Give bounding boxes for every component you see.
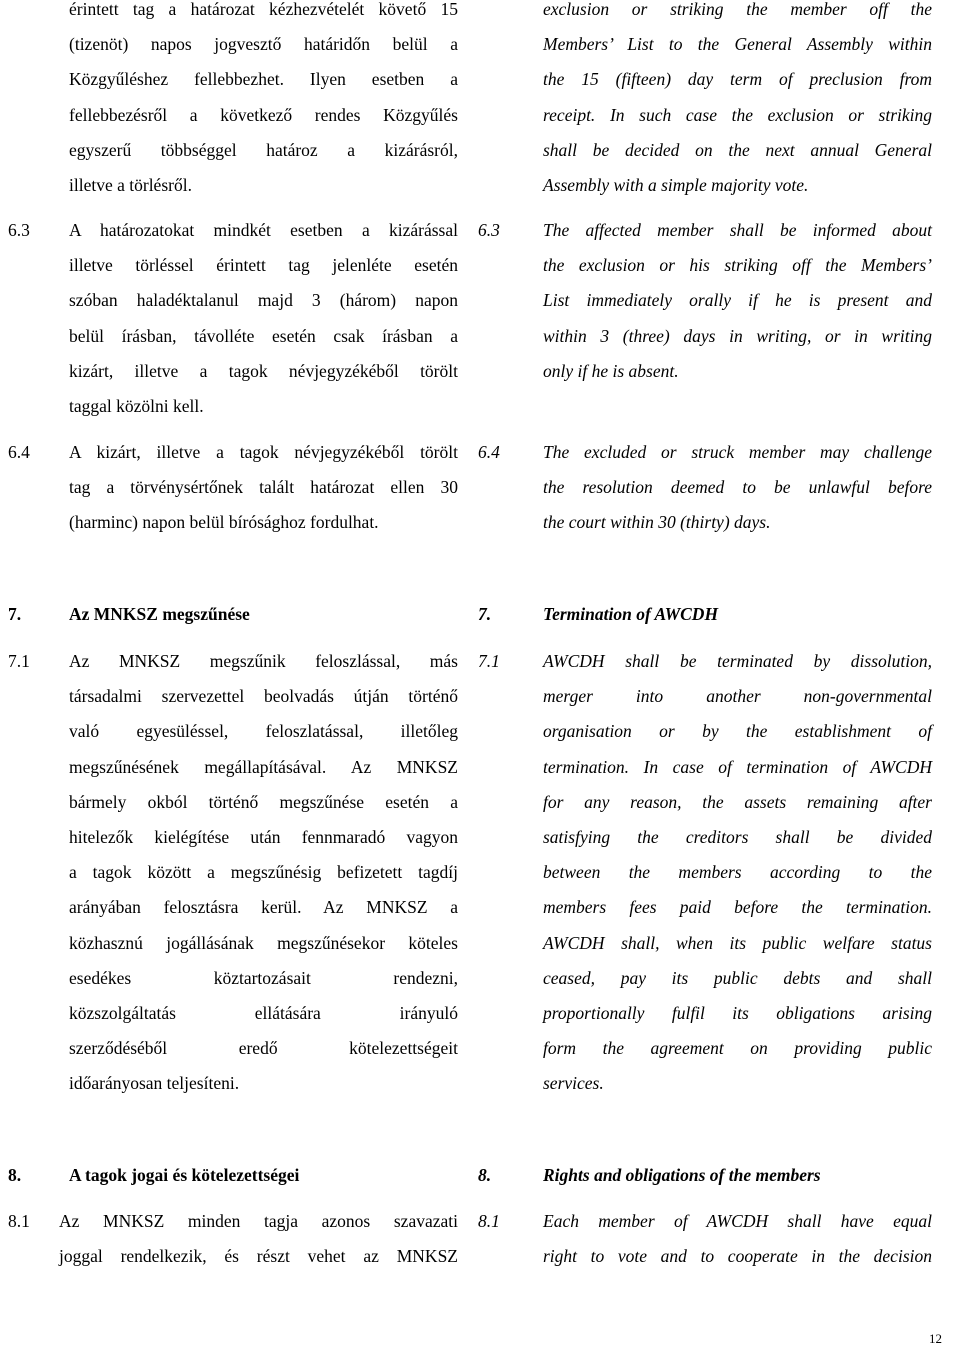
text-line: List immediately orally if he is present and bbox=[543, 290, 932, 311]
section-number-7-1-hu: 7.1 bbox=[8, 651, 30, 671]
text-line: A kizárt, illetve a tagok névjegyzékéből törölt bbox=[69, 442, 458, 462]
section-number-8-1-hu: 8.1 bbox=[8, 1211, 30, 1231]
heading-8-en: Rights and obligations of the members bbox=[543, 1165, 821, 1185]
text-line: illetve a törlésről. bbox=[69, 174, 192, 195]
text-line: satisfying the creditors shall be divided bbox=[543, 826, 932, 847]
section-number-8-1-en: 8.1 bbox=[478, 1211, 500, 1231]
text-line: the resolution deemed to be unlawful before bbox=[543, 477, 932, 498]
text-line: receipt. In such case the exclusion or striking bbox=[543, 104, 932, 125]
text-line: fellebbezésről a következő rendes Közgyűlés bbox=[69, 104, 458, 125]
text-line: Each member of AWCDH shall have equal bbox=[543, 1211, 932, 1231]
heading-number-8-en: 8. bbox=[478, 1165, 492, 1185]
text-line: exclusion or striking the member off the bbox=[543, 0, 932, 19]
text-line: szerződéséből eredő kötelezettségeit bbox=[69, 1038, 458, 1059]
text-line: the court within 30 (thirty) days. bbox=[543, 512, 771, 533]
text-line: bármely okból történő megszűnése esetén a bbox=[69, 791, 458, 812]
text-line: termination. In case of termination of AWCDH bbox=[543, 756, 932, 777]
text-line: arányában felosztásra kerül. Az MNKSZ a bbox=[69, 897, 458, 918]
text-line: megszűnésének megállapításával. Az MNKSZ bbox=[69, 756, 458, 777]
section-number-6-4-hu: 6.4 bbox=[8, 442, 30, 462]
text-line: Az MNKSZ minden tagja azonos szavazati bbox=[59, 1211, 458, 1231]
en-section-7-1 bbox=[543, 644, 932, 1101]
text-line: érintett tag a határozat kézhezvételét követő 15 bbox=[69, 0, 458, 19]
heading-7-hu: Az MNKSZ megszűnése bbox=[69, 604, 250, 624]
text-line: Az MNKSZ megszűnik feloszlással, más bbox=[69, 651, 458, 671]
text-line: hitelezők kielégítése után fennmaradó vagyon bbox=[69, 826, 458, 847]
hu-section-6-3 bbox=[69, 213, 458, 424]
hu-section-7-1 bbox=[69, 644, 458, 1101]
page-number: 12 bbox=[929, 1331, 942, 1346]
heading-number-7-hu: 7. bbox=[8, 604, 22, 624]
text-line: kizárt, illetve a tagok névjegyzékéből törölt bbox=[69, 360, 458, 381]
heading-7-en: Termination of AWCDH bbox=[543, 604, 719, 624]
text-line: The excluded or struck member may challenge bbox=[543, 442, 932, 462]
text-line: between the members according to the bbox=[543, 862, 932, 883]
section-number-7-1-en: 7.1 bbox=[478, 651, 500, 671]
text-line: right to vote and to cooperate in the decision bbox=[543, 1246, 932, 1267]
text-line: shall be decided on the next annual General bbox=[543, 139, 932, 160]
text-line: for any reason, the assets remaining after bbox=[543, 791, 932, 812]
text-line: organisation or by the establishment of bbox=[543, 721, 932, 742]
text-line: only if he is absent. bbox=[543, 360, 679, 381]
text-line: ceased, pay its public debts and shall bbox=[543, 967, 932, 988]
en-section-8-1 bbox=[543, 1204, 932, 1274]
section-number-6-3-en: 6.3 bbox=[478, 220, 500, 240]
text-line: Assembly with a simple majority vote. bbox=[543, 174, 809, 195]
text-line: AWCDH shall, when its public welfare status bbox=[543, 932, 932, 953]
text-line: belül írásban, távolléte esetén csak írásban a bbox=[69, 325, 458, 346]
text-line: the exclusion or his striking off the Members’ bbox=[543, 255, 932, 276]
text-line: szóban haladéktalanul majd 3 (három) napon bbox=[69, 290, 458, 311]
text-line: esedékes köztartozásait rendezni, bbox=[69, 967, 458, 988]
text-line: Members’ List to the General Assembly within bbox=[543, 34, 932, 55]
text-line: való egyesüléssel, feloszlatással, illetőleg bbox=[69, 721, 458, 742]
heading-8-hu: A tagok jogai és kötelezettségei bbox=[69, 1165, 300, 1185]
text-line: egyszerű többséggel határoz a kizárásról, bbox=[69, 139, 458, 160]
text-line: proportionally fulfil its obligations arising bbox=[543, 1002, 932, 1023]
text-line: közszolgáltatás ellátására irányuló bbox=[69, 1002, 458, 1023]
text-line: taggal közölni kell. bbox=[69, 395, 204, 416]
heading-number-8-hu: 8. bbox=[8, 1165, 22, 1185]
heading-number-7-en: 7. bbox=[478, 604, 492, 624]
text-line: form the agreement on providing public bbox=[543, 1038, 932, 1059]
text-line: AWCDH shall be terminated by dissolution, bbox=[543, 651, 932, 671]
en-section-6-3 bbox=[543, 213, 932, 389]
text-line: A határozatokat mindkét esetben a kizárással bbox=[69, 220, 458, 240]
text-line: időarányosan teljesíteni. bbox=[69, 1073, 240, 1094]
text-line: members fees paid before the termination. bbox=[543, 897, 932, 918]
hu-section-6-4 bbox=[69, 435, 458, 541]
text-line: within 3 (three) days in writing, or in writing bbox=[543, 325, 932, 346]
en-section-6-4 bbox=[543, 435, 932, 541]
text-line: The affected member shall be informed about bbox=[543, 220, 932, 240]
text-line: joggal rendelkezik, és részt vehet az MNKSZ bbox=[59, 1246, 458, 1267]
text-line: (harminc) napon belül bírósághoz fordulhat. bbox=[69, 512, 379, 533]
hu-section-8-1 bbox=[59, 1204, 458, 1274]
hu-paragraph-continuation bbox=[69, 0, 458, 203]
en-paragraph-continuation bbox=[543, 0, 932, 203]
text-line: a tagok között a megszűnésig befizetett tagdíj bbox=[69, 862, 458, 883]
section-number-6-4-en: 6.4 bbox=[478, 442, 500, 462]
text-line: társadalmi szervezettel beolvadás útján történő bbox=[69, 686, 458, 707]
text-line: merger into another non-governmental bbox=[543, 686, 932, 707]
text-line: the 15 (fifteen) day term of preclusion from bbox=[543, 69, 932, 90]
section-number-6-3-hu: 6.3 bbox=[8, 220, 30, 240]
text-line: tag a törvénysértőnek talált határozat ellen 30 bbox=[69, 477, 458, 498]
text-line: illetve törléssel érintett tag jelenléte esetén bbox=[69, 255, 458, 276]
text-line: Közgyűléshez fellebbezhet. Ilyen esetben a bbox=[69, 69, 458, 90]
text-line: közhasznú jogállásának megszűnésekor köteles bbox=[69, 932, 458, 953]
text-line: services. bbox=[543, 1073, 604, 1094]
text-line: (tizenöt) napos jogvesztő határidőn belül a bbox=[69, 34, 458, 55]
